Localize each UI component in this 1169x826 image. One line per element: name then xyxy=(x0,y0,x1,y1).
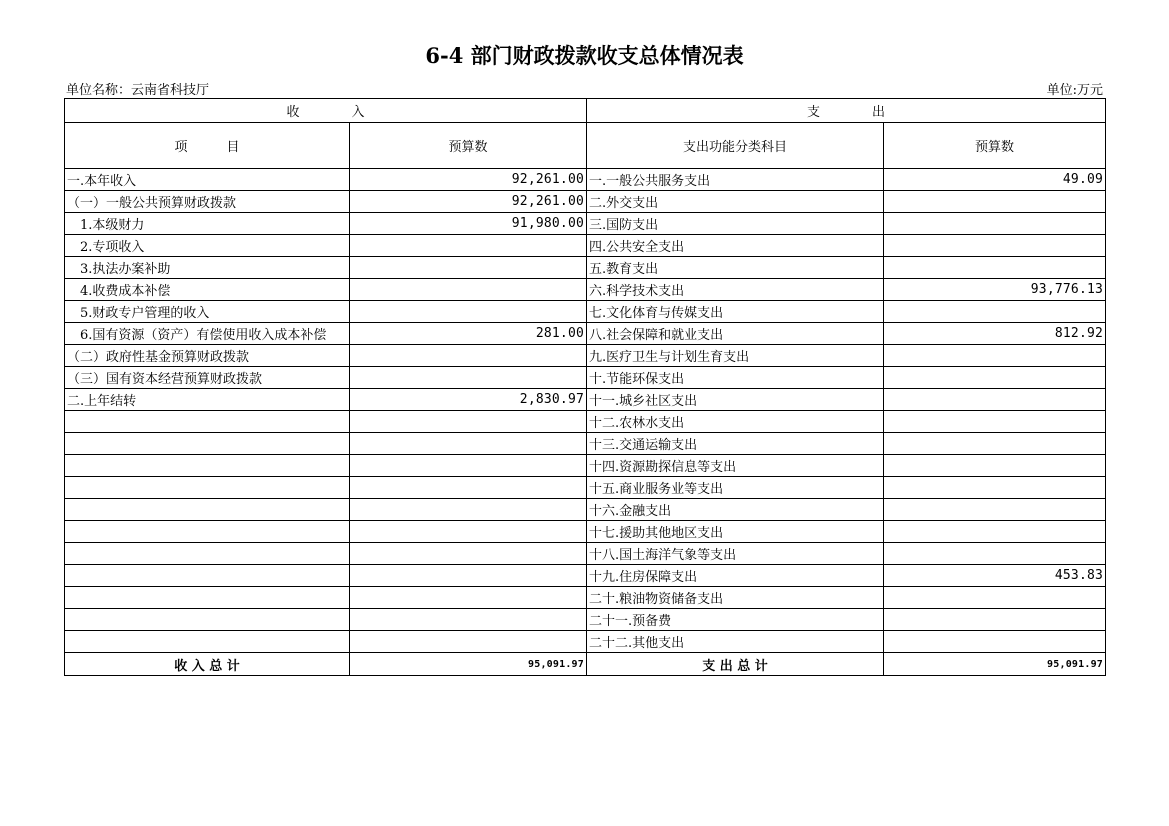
income-item-cell xyxy=(65,411,350,433)
table-row xyxy=(65,587,1106,609)
expense-amount-cell xyxy=(884,631,1106,653)
table-row xyxy=(65,455,1106,477)
income-total-amount: 95,091.97 xyxy=(350,653,587,676)
income-amount-cell: 92,261.00 xyxy=(350,169,587,191)
expense-item-cell: 三.国防支出 xyxy=(587,213,884,235)
expense-item-cell: 二十.粮油物资储备支出 xyxy=(587,587,884,609)
expense-amount-cell xyxy=(884,411,1106,433)
income-amount-cell xyxy=(350,411,587,433)
income-item-cell: 5.财政专户管理的收入 xyxy=(65,301,350,323)
expense-amount-cell xyxy=(884,235,1106,257)
expense-amount-cell: 49.09 xyxy=(884,169,1106,191)
income-item-cell: （一）一般公共预算财政拨款 xyxy=(65,191,350,213)
table-row xyxy=(65,191,1106,213)
table-row xyxy=(65,235,1106,257)
table-row xyxy=(65,301,1106,323)
income-item-cell xyxy=(65,543,350,565)
expense-amount-cell xyxy=(884,257,1106,279)
expense-item-cell: 二十二.其他支出 xyxy=(587,631,884,653)
expense-amount-cell: 93,776.13 xyxy=(884,279,1106,301)
expense-amount-cell: 453.83 xyxy=(884,565,1106,587)
income-amount-cell xyxy=(350,565,587,587)
income-amount-cell xyxy=(350,587,587,609)
income-item-cell: 4.收费成本补偿 xyxy=(65,279,350,301)
expense-item-cell: 十四.资源勘探信息等支出 xyxy=(587,455,884,477)
income-item-cell xyxy=(65,631,350,653)
income-amount-cell xyxy=(350,609,587,631)
unit-label: 单位:万元 xyxy=(1046,83,1103,98)
income-total-label: 收 入 总 计 xyxy=(65,653,350,676)
income-item-cell: 二.上年结转 xyxy=(65,389,350,411)
income-item-cell xyxy=(65,455,350,477)
income-item-cell xyxy=(65,433,350,455)
income-item-cell xyxy=(65,609,350,631)
expense-amount-cell xyxy=(884,477,1106,499)
expense-total-amount: 95,091.97 xyxy=(884,653,1106,676)
expense-item-cell: 六.科学技术支出 xyxy=(587,279,884,301)
expense-amount-cell xyxy=(884,499,1106,521)
income-amount-cell xyxy=(350,477,587,499)
expense-item-cell: 二十一.预备费 xyxy=(587,609,884,631)
expense-amount-cell xyxy=(884,521,1106,543)
income-amount-cell xyxy=(350,499,587,521)
table-row xyxy=(65,345,1106,367)
income-amount-cell xyxy=(350,345,587,367)
income-amount-cell xyxy=(350,631,587,653)
expense-amount-cell xyxy=(884,191,1106,213)
table-row xyxy=(65,521,1106,543)
income-item-cell xyxy=(65,477,350,499)
table-row xyxy=(65,477,1106,499)
income-amount-cell xyxy=(350,367,587,389)
table-row xyxy=(65,499,1106,521)
expense-amount-cell: 812.92 xyxy=(884,323,1106,345)
expense-item-cell: 十六.金融支出 xyxy=(587,499,884,521)
expense-item-cell: 十五.商业服务业等支出 xyxy=(587,477,884,499)
income-item-cell: （二）政府性基金预算财政拨款 xyxy=(65,345,350,367)
income-item-cell: 2.专项收入 xyxy=(65,235,350,257)
table-row xyxy=(65,169,1106,191)
table-row xyxy=(65,279,1106,301)
expense-amount-cell xyxy=(884,587,1106,609)
income-section-header: 收 入 xyxy=(65,99,587,123)
expense-item-cell: 十七.援助其他地区支出 xyxy=(587,521,884,543)
income-amount-cell: 2,830.97 xyxy=(350,389,587,411)
table-row xyxy=(65,323,1106,345)
income-item-cell: （三）国有资本经营预算财政拨款 xyxy=(65,367,350,389)
table-row xyxy=(65,389,1106,411)
expense-item-cell: 八.社会保障和就业支出 xyxy=(587,323,884,345)
income-amount-cell: 92,261.00 xyxy=(350,191,587,213)
table-row xyxy=(65,411,1106,433)
table-row xyxy=(65,213,1106,235)
table-row xyxy=(65,543,1106,565)
expense-item-cell: 十一.城乡社区支出 xyxy=(587,389,884,411)
income-amount-cell xyxy=(350,521,587,543)
column-header-row xyxy=(65,123,1106,169)
table-row xyxy=(65,631,1106,653)
expense-item-cell: 十二.农林水支出 xyxy=(587,411,884,433)
income-item-cell xyxy=(65,587,350,609)
expense-section-header: 支 出 xyxy=(587,99,1106,123)
income-amount-cell xyxy=(350,543,587,565)
income-amount-cell: 91,980.00 xyxy=(350,213,587,235)
expense-item-cell: 一.一般公共服务支出 xyxy=(587,169,884,191)
budget-table xyxy=(64,98,1106,676)
expense-item-cell: 十九.住房保障支出 xyxy=(587,565,884,587)
expense-amount-cell xyxy=(884,455,1106,477)
income-amount-cell xyxy=(350,257,587,279)
expense-item-cell: 十八.国土海洋气象等支出 xyxy=(587,543,884,565)
table-row xyxy=(65,565,1106,587)
income-amount-cell xyxy=(350,235,587,257)
table-row xyxy=(65,609,1106,631)
expense-budget-header: 预算数 xyxy=(884,123,1106,169)
income-amount-cell: 281.00 xyxy=(350,323,587,345)
table-row xyxy=(65,433,1106,455)
expense-total-label: 支 出 总 计 xyxy=(587,653,884,676)
income-item-cell xyxy=(65,565,350,587)
income-item-cell xyxy=(65,521,350,543)
expense-amount-cell xyxy=(884,213,1106,235)
expense-amount-cell xyxy=(884,389,1106,411)
income-amount-cell xyxy=(350,301,587,323)
expense-amount-cell xyxy=(884,609,1106,631)
expense-amount-cell xyxy=(884,345,1106,367)
income-item-header: 项 目 xyxy=(65,123,350,169)
expense-amount-cell xyxy=(884,367,1106,389)
expense-item-cell: 七.文化体育与传媒支出 xyxy=(587,301,884,323)
expense-item-cell: 五.教育支出 xyxy=(587,257,884,279)
unit-name: 单位名称：云南省科技厅 xyxy=(66,83,210,98)
page-title: 6-4 部门财政拨款收支总体情况表 xyxy=(425,43,744,68)
income-item-cell: 一.本年收入 xyxy=(65,169,350,191)
income-amount-cell xyxy=(350,455,587,477)
table-row xyxy=(65,257,1106,279)
income-item-cell: 1.本级财力 xyxy=(65,213,350,235)
expense-amount-cell xyxy=(884,543,1106,565)
expense-item-header: 支出功能分类科目 xyxy=(587,123,884,169)
income-item-cell xyxy=(65,499,350,521)
totals-row xyxy=(65,653,1106,676)
expense-item-cell: 四.公共安全支出 xyxy=(587,235,884,257)
expense-item-cell: 十三.交通运输支出 xyxy=(587,433,884,455)
income-item-cell: 3.执法办案补助 xyxy=(65,257,350,279)
income-amount-cell xyxy=(350,433,587,455)
income-item-cell: 6.国有资源（资产）有偿使用收入成本补偿 xyxy=(65,323,350,345)
income-amount-cell xyxy=(350,279,587,301)
expense-item-cell: 二.外交支出 xyxy=(587,191,884,213)
expense-item-cell: 九.医疗卫生与计划生育支出 xyxy=(587,345,884,367)
expense-amount-cell xyxy=(884,433,1106,455)
expense-amount-cell xyxy=(884,301,1106,323)
income-budget-header: 预算数 xyxy=(350,123,587,169)
expense-item-cell: 十.节能环保支出 xyxy=(587,367,884,389)
table-row xyxy=(65,367,1106,389)
section-header-row xyxy=(65,99,1106,123)
